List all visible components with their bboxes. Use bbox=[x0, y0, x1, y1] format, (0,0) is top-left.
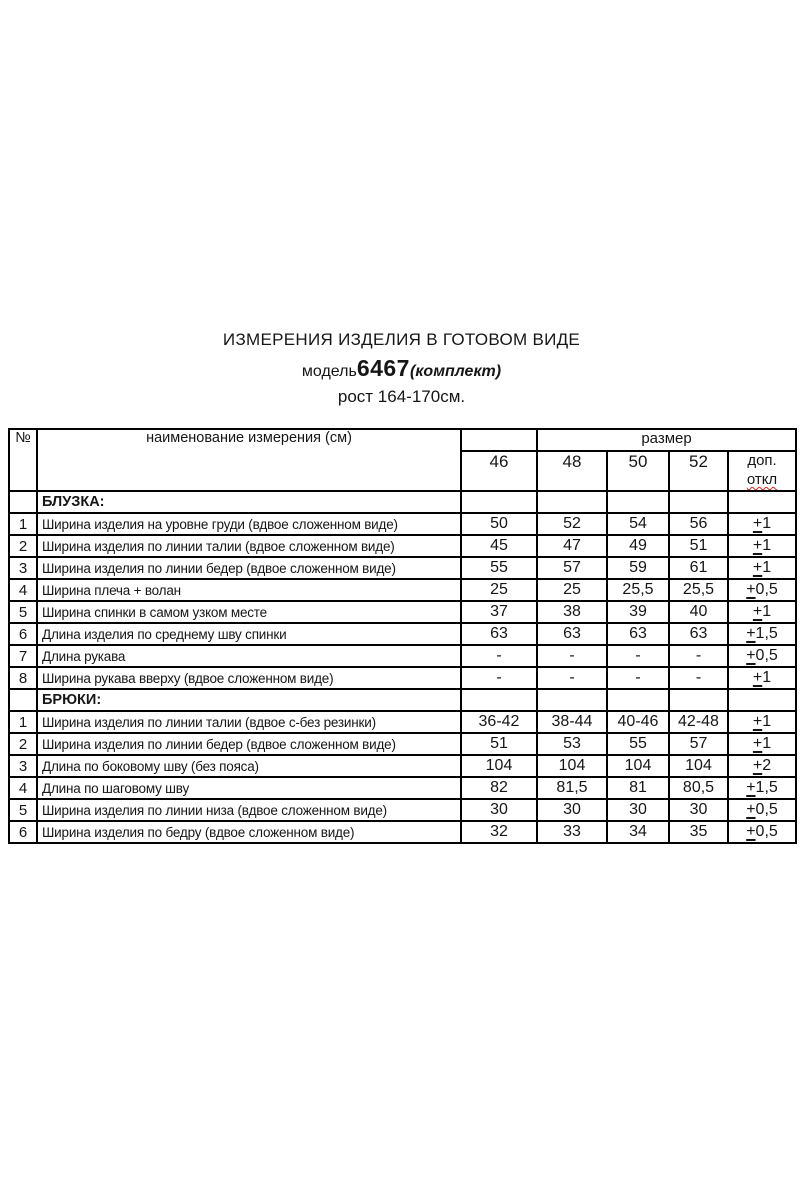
row-number: 2 bbox=[9, 733, 37, 755]
size-value-46: 36-42 bbox=[461, 711, 537, 733]
deviation-label-line1: доп. bbox=[747, 452, 777, 469]
size-value-52: 63 bbox=[669, 623, 728, 645]
size-value-50: 25,5 bbox=[607, 579, 669, 601]
deviation-value: +1,5 bbox=[728, 777, 796, 799]
measurement-name: Ширина рукава вверху (вдвое сложенном виде) bbox=[37, 667, 461, 689]
row-number: 6 bbox=[9, 623, 37, 645]
row-number: 6 bbox=[9, 821, 37, 843]
section-num-cell bbox=[9, 689, 37, 711]
size-value-52: 56 bbox=[669, 513, 728, 535]
plus-minus-sign: + bbox=[752, 735, 763, 752]
size-value-46: 45 bbox=[461, 535, 537, 557]
height-range: рост 164-170см. bbox=[337, 387, 466, 406]
table-row bbox=[9, 513, 796, 535]
plus-minus-sign: + bbox=[746, 625, 756, 642]
size-value-48: 47 bbox=[537, 535, 607, 557]
size-value-50: 81 bbox=[607, 777, 669, 799]
size-value-46: - bbox=[461, 645, 537, 667]
document-titles bbox=[8, 331, 795, 405]
document-title: ИЗМЕРЕНИЯ ИЗДЕЛИЯ В ГОТОВОМ ВИДЕ bbox=[222, 330, 581, 349]
header-deviation bbox=[728, 451, 796, 491]
size-value-46: 32 bbox=[461, 821, 537, 843]
deviation-value: +1 bbox=[728, 667, 796, 689]
size-value-46: 25 bbox=[461, 579, 537, 601]
size-value-50: 59 bbox=[607, 557, 669, 579]
table-row bbox=[9, 777, 796, 799]
size-value-48: 104 bbox=[537, 755, 607, 777]
section-empty-cell bbox=[728, 689, 796, 711]
size-value-46: 51 bbox=[461, 733, 537, 755]
table-row bbox=[9, 557, 796, 579]
deviation-value: +1 bbox=[728, 601, 796, 623]
measurement-name: Ширина изделия на уровне груди (вдвое сложенном виде) bbox=[37, 513, 461, 535]
size-value-52: 51 bbox=[669, 535, 728, 557]
table-row bbox=[9, 667, 796, 689]
plus-minus-sign: + bbox=[752, 669, 763, 686]
row-number: 7 bbox=[9, 645, 37, 667]
table-row bbox=[9, 579, 796, 601]
table-row bbox=[9, 645, 796, 667]
size-value-52: 42-48 bbox=[669, 711, 728, 733]
size-value-50: - bbox=[607, 667, 669, 689]
measurement-name: Ширина изделия по линии низа (вдвое сложенном виде) bbox=[37, 799, 461, 821]
deviation-value: +1 bbox=[728, 513, 796, 535]
plus-minus-sign: + bbox=[746, 779, 756, 796]
measurement-name: Длина по шаговому шву bbox=[37, 777, 461, 799]
size-value-46: 63 bbox=[461, 623, 537, 645]
size-value-46: 37 bbox=[461, 601, 537, 623]
plus-minus-sign: + bbox=[752, 757, 763, 774]
plus-minus-sign: + bbox=[746, 581, 756, 598]
size-value-50: 63 bbox=[607, 623, 669, 645]
size-value-50: - bbox=[607, 645, 669, 667]
size-value-50: 55 bbox=[607, 733, 669, 755]
table-row bbox=[9, 711, 796, 733]
measurement-name: Ширина спинки в самом узком месте bbox=[37, 601, 461, 623]
section-row bbox=[9, 491, 796, 513]
size-value-48: 33 bbox=[537, 821, 607, 843]
section-empty-cell bbox=[537, 689, 607, 711]
size-value-50: 40-46 bbox=[607, 711, 669, 733]
size-value-52: 61 bbox=[669, 557, 728, 579]
row-number: 3 bbox=[9, 755, 37, 777]
section-title: БЛУЗКА: bbox=[37, 491, 461, 513]
size-value-48: 38-44 bbox=[537, 711, 607, 733]
section-empty-cell bbox=[669, 491, 728, 513]
row-number: 3 bbox=[9, 557, 37, 579]
header-measurement-name: наименование измерения (см) bbox=[37, 429, 461, 491]
measurement-name: Длина рукава bbox=[37, 645, 461, 667]
deviation-value: +1 bbox=[728, 711, 796, 733]
deviation-value: +0,5 bbox=[728, 799, 796, 821]
measurement-table-body bbox=[9, 491, 796, 843]
deviation-value: +0,5 bbox=[728, 821, 796, 843]
section-empty-cell bbox=[728, 491, 796, 513]
size-value-52: 104 bbox=[669, 755, 728, 777]
size-value-48: 53 bbox=[537, 733, 607, 755]
deviation-value: +0,5 bbox=[728, 579, 796, 601]
measurement-name: Ширина изделия по линии талии (вдвое с-без резинки) bbox=[37, 711, 461, 733]
size-value-46: 50 bbox=[461, 513, 537, 535]
plus-minus-sign: + bbox=[752, 515, 763, 532]
model-number: 6467 bbox=[356, 355, 410, 381]
size-value-48: 38 bbox=[537, 601, 607, 623]
measurement-name: Длина изделия по среднему шву спинки bbox=[37, 623, 461, 645]
deviation-label-line2: откл bbox=[746, 470, 778, 488]
measurement-name: Ширина плеча + волан bbox=[37, 579, 461, 601]
row-number: 1 bbox=[9, 711, 37, 733]
size-value-48: 81,5 bbox=[537, 777, 607, 799]
plus-minus-sign: + bbox=[752, 559, 763, 576]
section-empty-cell bbox=[669, 689, 728, 711]
size-value-46: 104 bbox=[461, 755, 537, 777]
table-row bbox=[9, 535, 796, 557]
section-empty-cell bbox=[537, 491, 607, 513]
size-value-46: 82 bbox=[461, 777, 537, 799]
plus-minus-sign: + bbox=[752, 603, 763, 620]
measurement-name: Длина по боковому шву (без пояса) bbox=[37, 755, 461, 777]
section-empty-cell bbox=[607, 491, 669, 513]
size-value-52: 57 bbox=[669, 733, 728, 755]
row-number: 8 bbox=[9, 667, 37, 689]
header-size-group: размер bbox=[537, 429, 796, 451]
size-value-46: 30 bbox=[461, 799, 537, 821]
table-row bbox=[9, 733, 796, 755]
size-value-48: 30 bbox=[537, 799, 607, 821]
header-size-50: 50 bbox=[607, 451, 669, 491]
header-empty-cell bbox=[461, 429, 537, 451]
plus-minus-sign: + bbox=[746, 823, 756, 840]
header-size-52: 52 bbox=[669, 451, 728, 491]
deviation-value: +1 bbox=[728, 733, 796, 755]
table-row bbox=[9, 799, 796, 821]
model-kind: (комплект) bbox=[409, 363, 502, 380]
plus-minus-sign: + bbox=[746, 647, 756, 664]
measurement-name: Ширина изделия по линии талии (вдвое сложенном виде) bbox=[37, 535, 461, 557]
table-row bbox=[9, 821, 796, 843]
section-row bbox=[9, 689, 796, 711]
row-number: 4 bbox=[9, 579, 37, 601]
size-value-48: 57 bbox=[537, 557, 607, 579]
header-num: № bbox=[9, 429, 37, 491]
size-value-48: 63 bbox=[537, 623, 607, 645]
model-label: модель bbox=[301, 363, 357, 380]
section-empty-cell bbox=[607, 689, 669, 711]
plus-minus-sign: + bbox=[752, 713, 763, 730]
measurement-table bbox=[8, 428, 797, 844]
size-value-48: - bbox=[537, 667, 607, 689]
size-value-48: - bbox=[537, 645, 607, 667]
row-number: 2 bbox=[9, 535, 37, 557]
plus-minus-sign: + bbox=[746, 801, 756, 818]
size-value-50: 30 bbox=[607, 799, 669, 821]
deviation-value: +2 bbox=[728, 755, 796, 777]
size-value-52: 25,5 bbox=[669, 579, 728, 601]
deviation-value: +1 bbox=[728, 535, 796, 557]
measurement-name: Ширина изделия по линии бедер (вдвое сложенном виде) bbox=[37, 557, 461, 579]
size-value-52: 35 bbox=[669, 821, 728, 843]
row-number: 4 bbox=[9, 777, 37, 799]
section-title: БРЮКИ: bbox=[37, 689, 461, 711]
measurement-name: Ширина изделия по бедру (вдвое сложенном виде) bbox=[37, 821, 461, 843]
section-num-cell bbox=[9, 491, 37, 513]
section-empty-cell bbox=[461, 491, 537, 513]
size-value-46: - bbox=[461, 667, 537, 689]
row-number: 5 bbox=[9, 601, 37, 623]
deviation-value: +1 bbox=[728, 557, 796, 579]
size-value-52: 80,5 bbox=[669, 777, 728, 799]
size-value-50: 39 bbox=[607, 601, 669, 623]
size-value-52: - bbox=[669, 645, 728, 667]
size-value-50: 34 bbox=[607, 821, 669, 843]
row-number: 1 bbox=[9, 513, 37, 535]
header-size-48: 48 bbox=[537, 451, 607, 491]
table-row bbox=[9, 755, 796, 777]
deviation-value: +1,5 bbox=[728, 623, 796, 645]
table-row bbox=[9, 601, 796, 623]
size-value-50: 49 bbox=[607, 535, 669, 557]
model-line bbox=[8, 357, 795, 380]
plus-minus-sign: + bbox=[752, 537, 763, 554]
measurement-name: Ширина изделия по линии бедер (вдвое сложенном виде) bbox=[37, 733, 461, 755]
size-value-48: 52 bbox=[537, 513, 607, 535]
size-value-46: 55 bbox=[461, 557, 537, 579]
size-value-48: 25 bbox=[537, 579, 607, 601]
row-number: 5 bbox=[9, 799, 37, 821]
header-size-46: 46 bbox=[461, 451, 537, 491]
size-value-50: 104 bbox=[607, 755, 669, 777]
size-value-52: 40 bbox=[669, 601, 728, 623]
deviation-value: +0,5 bbox=[728, 645, 796, 667]
size-value-50: 54 bbox=[607, 513, 669, 535]
section-empty-cell bbox=[461, 689, 537, 711]
size-value-52: 30 bbox=[669, 799, 728, 821]
table-row bbox=[9, 623, 796, 645]
size-value-52: - bbox=[669, 667, 728, 689]
